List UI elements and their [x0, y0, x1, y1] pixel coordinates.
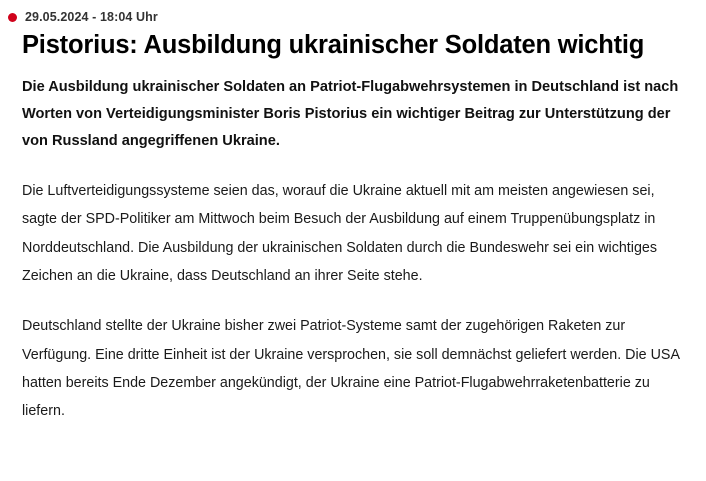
article-lede: Die Ausbildung ukrainischer Soldaten an Patriot-Flugabwehrsystemen in Deutschland ist nach Worten von Verteidigungsminister Boris Pistorius ein wichtiger Beitrag zur Unterstützung der von Russland angegriffenen Ukraine.	[22, 79, 679, 150]
article-timestamp: 29.05.2024 - 18:04 Uhr	[25, 10, 158, 24]
article-meta	[22, 8, 684, 26]
live-status-dot-icon	[8, 13, 17, 22]
article-paragraph: Deutschland stellte der Ukraine bisher zwei Patriot-Systeme samt der zugehörigen Raketen zur Verfügung. Eine dritte Einheit ist der Ukraine versprochen, sie soll demnächst geliefert werden. Die USA hatten bereits Ende Dezember angekündigt, der Ukraine eine Patriot-Flugabwehrraketenbatterie zu liefern.	[22, 318, 680, 420]
article-headline: Pistorius: Ausbildung ukrainischer Soldaten wichtig	[22, 31, 645, 59]
article-paragraph: Die Luftverteidigungssysteme seien das, worauf die Ukraine aktuell mit am meisten angewiesen sei, sagte der SPD-Politiker am Mittwoch beim Besuch der Ausbildung auf einem Truppenübungsplatz in Norddeutschland. Die Ausbildung der ukrainischen Soldaten durch die Bundeswehr sei ein wichtiges Zeichen an die Ukraine, dass Deutschland an ihrer Seite stehe.	[22, 183, 658, 284]
